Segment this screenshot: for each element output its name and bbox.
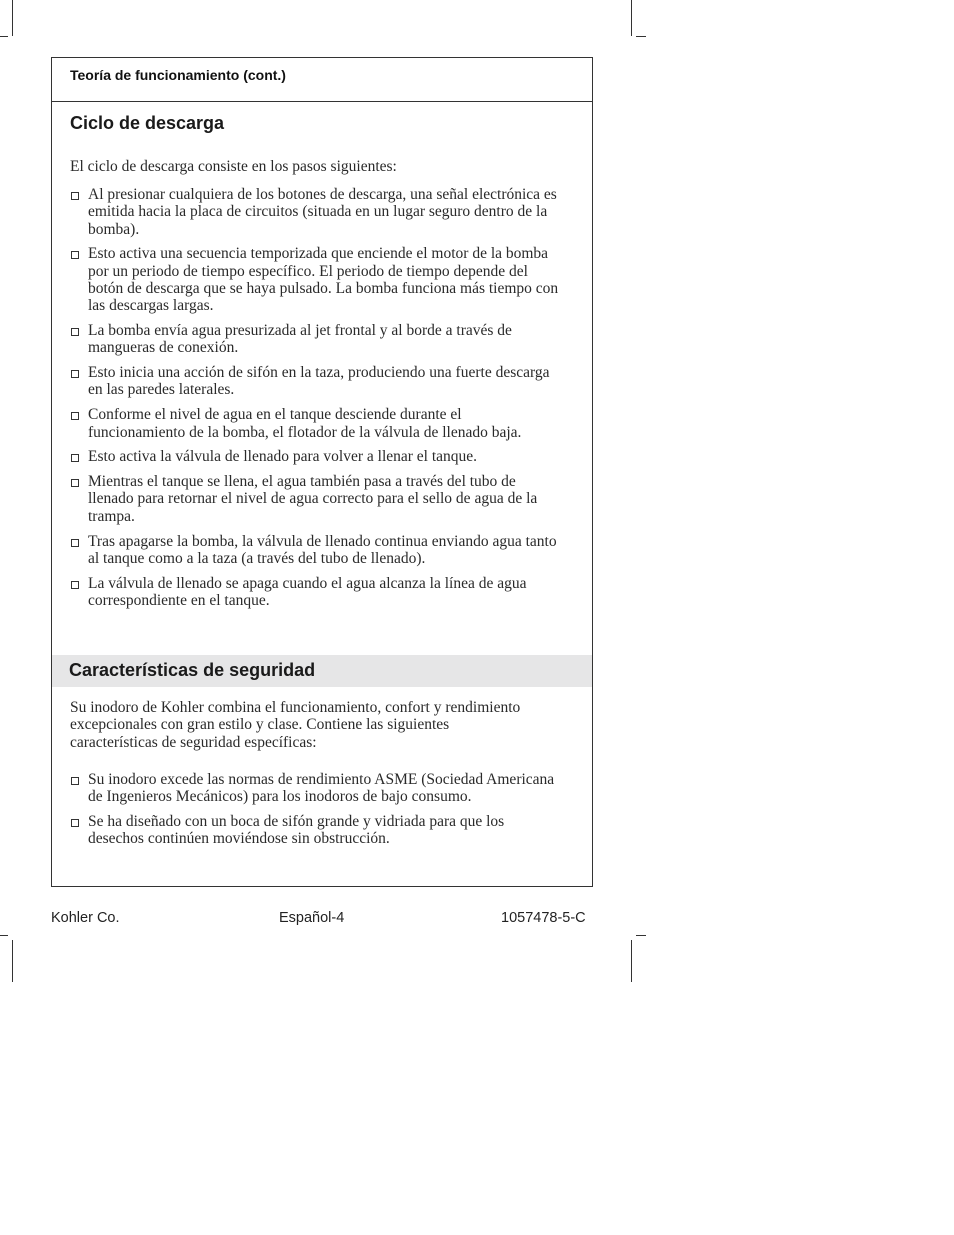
list-item <box>70 245 560 314</box>
square-bullet-icon <box>71 819 79 827</box>
list-item <box>70 813 560 848</box>
list-item <box>70 473 560 525</box>
list-item-text: La válvula de llenado se apaga cuando el agua alcanza la línea de agua correspondiente en el tanque. <box>88 574 527 609</box>
list-item <box>70 364 560 399</box>
list-item-text: Se ha diseñado con un boca de sifón grande y vidriada para que los desechos continúen moviéndose sin obstrucción. <box>88 813 505 848</box>
square-bullet-icon <box>71 539 79 547</box>
square-bullet-icon <box>71 192 79 200</box>
crop-mark <box>636 935 646 936</box>
list-item-text: Tras apagarse la bomba, la válvula de llenado continua enviando agua tanto al tanque como a la taza (a través del tubo de llenado). <box>88 532 557 567</box>
list-item-text: Mientras el tanque se llena, el agua también pasa a través del tubo de llenado para retornar el nivel de agua correcto para el sello de agua de la trampa. <box>88 473 538 525</box>
crop-mark <box>12 0 13 36</box>
flush-cycle-heading: Ciclo de descarga <box>70 113 225 133</box>
list-item <box>70 186 560 238</box>
square-bullet-icon <box>71 328 79 336</box>
list-item-text: Esto activa una secuencia temporizada que enciende el motor de la bomba por un periodo de tiempo específico. El periodo de tiempo depende del botón de descarga que se haya pulsado. La bomba funciona más tiempo con las descargas largas. <box>88 245 559 315</box>
safety-list <box>70 771 560 855</box>
list-item <box>70 406 560 441</box>
footer-company: Kohler Co. <box>51 910 120 926</box>
crop-mark <box>12 940 13 982</box>
list-item <box>70 322 560 357</box>
crop-mark <box>0 935 8 936</box>
square-bullet-icon <box>71 777 79 785</box>
list-item-text: Su inodoro excede las normas de rendimiento ASME (Sociedad Americana de Ingenieros Mecánicos) para los inodoros de bajo consumo. <box>88 771 555 806</box>
list-item <box>70 448 560 465</box>
content-box <box>51 57 593 887</box>
list-item-text: Al presionar cualquiera de los botones de descarga, una señal electrónica es emitida hacia la placa de circuitos (situada en un lugar seguro dentro de la bomba). <box>88 186 557 238</box>
list-item-text: La bomba envía agua presurizada al jet frontal y al borde a través de mangueras de conexión. <box>88 322 512 357</box>
list-item-text: Esto inicia una acción de sifón en la taza, produciendo una fuerte descarga en las paredes laterales. <box>88 364 550 399</box>
square-bullet-icon <box>71 479 79 487</box>
square-bullet-icon <box>71 581 79 589</box>
list-item <box>70 533 560 568</box>
list-item-text: Conforme el nivel de agua en el tanque desciende durante el funcionamiento de la bomba, el flotador de la válvula de llenado baja. <box>88 406 522 441</box>
square-bullet-icon <box>71 412 79 420</box>
square-bullet-icon <box>71 251 79 259</box>
safety-heading-band <box>52 655 592 687</box>
list-item <box>70 575 560 610</box>
list-item-text: Esto activa la válvula de llenado para volver a llenar el tanque. <box>88 448 478 466</box>
section-header: Teoría de funcionamiento (cont.) <box>52 58 592 102</box>
flush-cycle-intro: El ciclo de descarga consiste en los pasos siguientes: <box>70 158 397 175</box>
safety-intro: Su inodoro de Kohler combina el funcionamiento, confort y rendimiento excepcionales con gran estilo y clase. Contiene las siguientes características de seguridad específicas: <box>70 699 521 751</box>
crop-mark <box>0 36 8 37</box>
list-item <box>70 771 560 806</box>
flush-cycle-list <box>70 186 560 617</box>
crop-mark <box>631 940 632 982</box>
footer-doc-number: 1057478-5-C <box>501 910 586 926</box>
safety-heading: Características de seguridad <box>69 660 316 680</box>
square-bullet-icon <box>71 370 79 378</box>
square-bullet-icon <box>71 454 79 462</box>
footer-page-number: Español-4 <box>279 910 345 926</box>
crop-mark <box>631 0 632 36</box>
crop-mark <box>636 36 646 37</box>
